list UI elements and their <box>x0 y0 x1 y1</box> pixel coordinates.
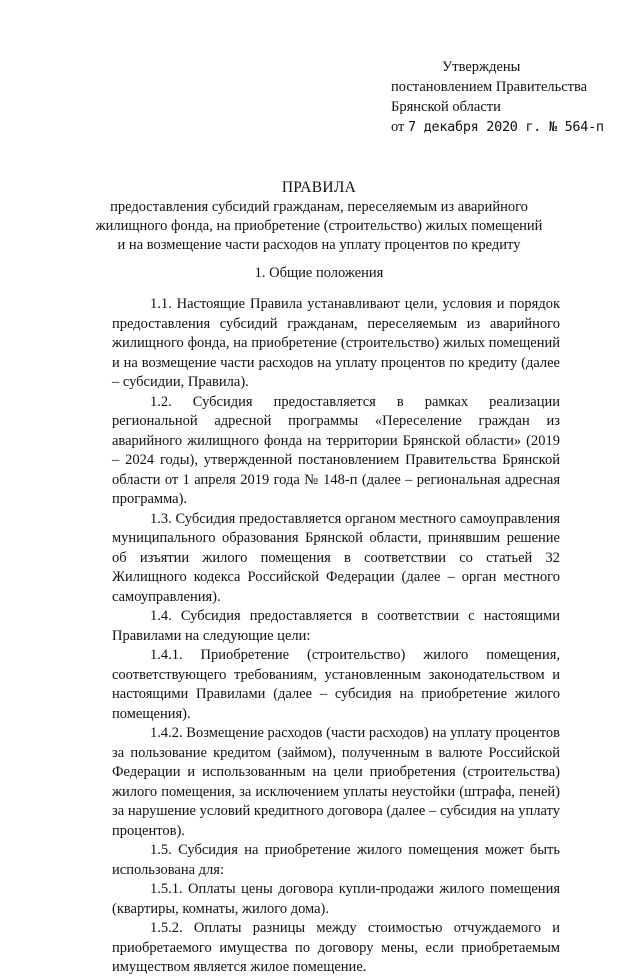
section-heading: 1. Общие положения <box>254 265 384 281</box>
subtitle-line: предоставления субсидий гражданам, переселяемым из аварийного <box>110 199 528 215</box>
approval-date-number: 7 декабря 2020 г. № 564-п <box>408 119 604 135</box>
paragraph-1-4: 1.4. Субсидия предоставляется в соответствии с настоящими Правилами на следующие цели: <box>112 608 560 644</box>
approval-line-approved: Утверждены <box>442 59 521 75</box>
paragraph-1-1: 1.1. Настоящие Правила устанавливают цели, условия и порядок предоставления субсидий гражданам, переселяемым из аварийного жилищного фонда, на приобретение (строительство) жилых помещений и на возмещение части расходов на уплату процентов по кредиту (далее – субсидии, Правила). <box>112 296 560 390</box>
approval-line-resolution: постановлением Правительства <box>391 79 588 95</box>
approval-stamp <box>391 57 604 137</box>
paragraph-1-5: 1.5. Субсидия на приобретение жилого помещения может быть использована для: <box>112 842 560 878</box>
paragraph-1-5-1: 1.5.1. Оплаты цены договора купли-продажи жилого помещения (квартиры, комнаты, жилого дома). <box>112 881 560 917</box>
paragraph-1-3: 1.3. Субсидия предоставляется органом местного самоуправления муниципального образования Брянской области, принявшим решение об изъятии жилого помещения в соответствии со статьей 32 Жилищного кодекса Российской Федерации (далее – орган местного самоуправления). <box>112 510 560 605</box>
approval-line-date <box>391 117 604 137</box>
subtitle-line: и на возмещение части расходов на уплату процентов по кредиту <box>117 237 521 253</box>
paragraph-1-2: 1.2. Субсидия предоставляется в рамках реализации региональной адресной программы «Переселение граждан из аварийного жилищного фонда на территории Брянской области» (2019 – 2024 годы), утвержденной постановлением Правительства Брянской области от 1 апреля 2019 года № 148-п (далее – региональная адресная программа). <box>112 393 560 507</box>
paragraph-1-4-1: 1.4.1. Приобретение (строительство) жилого помещения, соответствующего требованиям, установленным законодательством и настоящими Правилами (далее – субсидия на приобретение жилого помещения). <box>112 647 560 722</box>
paragraph-1-4-2: 1.4.2. Возмещение расходов (части расходов) на уплату процентов за пользование кредитом (займом), полученным в валюте Российской Федерации и использованным на цели приобретения (строительства) жилого помещения, за исключением уплаты неустойки (штрафа, пеней) за нарушение условий кредитного договора (далее – субсидия на уплату процентов). <box>112 725 560 839</box>
approval-date-prefix: от <box>391 119 405 135</box>
approval-line-region: Брянской области <box>391 99 501 115</box>
document-title: ПРАВИЛА <box>281 179 357 196</box>
subtitle-line: жилищного фонда, на приобретение (строительство) жилых помещений <box>95 218 543 234</box>
document-body <box>112 295 560 978</box>
document-subtitle <box>88 198 550 255</box>
paragraph-1-5-2: 1.5.2. Оплаты разницы между стоимостью отчуждаемого и приобретаемого имущества по договору мены, если приобретаемым имуществом является жилое помещение. <box>112 920 560 975</box>
document-title-block <box>88 178 550 255</box>
